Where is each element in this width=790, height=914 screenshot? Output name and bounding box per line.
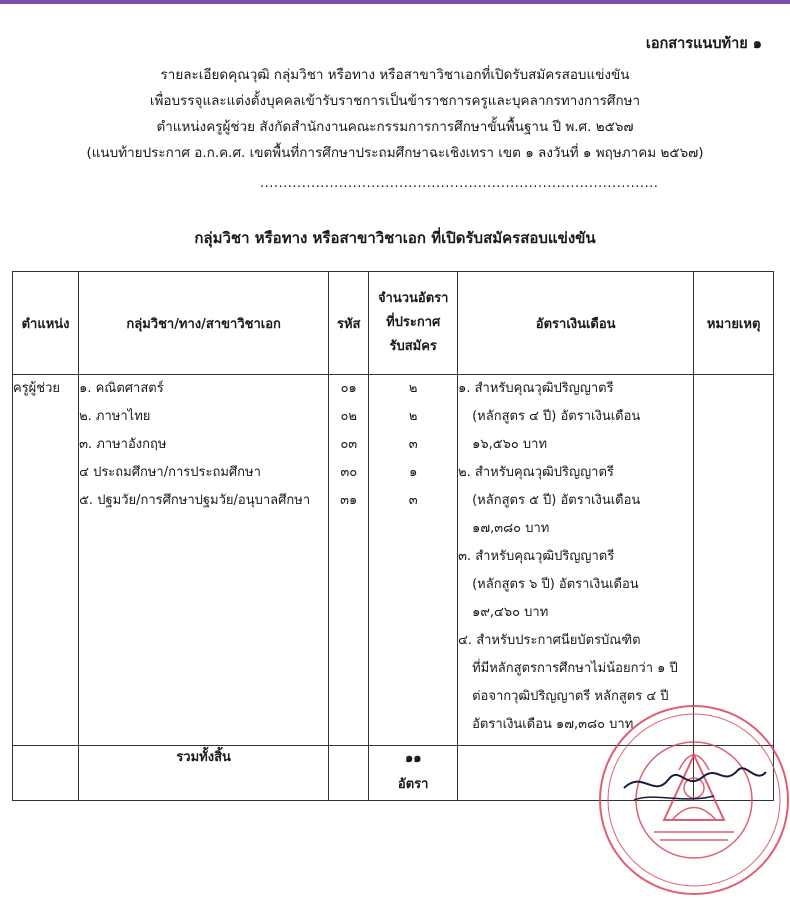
header-line: เพื่อบรรจุและแต่งตั้งบุคคลเข้ารับราชการเป็นข้าราชการครูและบุคลากรทางการศึกษา	[149, 93, 641, 109]
subject-cell	[79, 375, 329, 746]
total-count-cell	[369, 746, 458, 801]
subject-name: ๑. คณิตศาสตร์	[79, 381, 164, 396]
official-seal	[594, 700, 790, 900]
salary-line: (หลักสูตร ๖ ปี) อัตราเงินเดือน	[472, 577, 639, 592]
salary-line: อัตราเงินเดือน ๑๗,๓๘๐ บาท	[472, 717, 634, 732]
salary-line: ๑๖,๕๖๐ บาท	[472, 437, 548, 452]
salary-line: ๑๗,๓๘๐ บาท	[472, 521, 550, 536]
header-line: ตำแหน่งครูผู้ช่วย สังกัดสำนักงานคณะกรรมการการศึกษาขั้นพื้นฐาน ปี พ.ศ. ๒๕๖๗	[156, 119, 634, 135]
column-header-count-line: จำนวนอัตรา	[377, 291, 449, 306]
salary-line: ๒. สำหรับคุณวุฒิปริญญาตรี	[458, 465, 614, 480]
subject-count: ๒	[408, 409, 418, 424]
salary-line: ๑. สำหรับคุณวุฒิปริญญาตรี	[458, 381, 614, 396]
subject-count: ๓	[408, 493, 418, 508]
column-header-count-line: รับสมัคร	[389, 339, 437, 354]
salary-line: (หลักสูตร ๔ ปี) อัตราเงินเดือน	[472, 409, 641, 424]
position-name: ครูผู้ช่วย	[13, 381, 61, 396]
total-count-value: ๑๑	[404, 751, 422, 766]
table-row	[13, 375, 774, 746]
column-header-position: ตำแหน่ง	[13, 272, 79, 375]
subject-code: ๐๒	[340, 409, 357, 424]
table-header-row	[13, 272, 774, 375]
subject-code: ๐๓	[340, 437, 358, 452]
salary-line: ๔. สำหรับประกาศนียบัตรบัณฑิต	[458, 633, 641, 648]
document-header	[0, 62, 790, 166]
salary-line: ๑๙,๔๖๐ บาท	[472, 605, 549, 620]
note-cell	[694, 375, 774, 746]
subject-code: ๓๑	[340, 493, 358, 508]
subject-name: ๒. ภาษาไทย	[79, 409, 151, 424]
code-cell	[329, 375, 369, 746]
salary-line: ๓. สำหรับคุณวุฒิปริญญาตรี	[458, 549, 615, 564]
salary-cell	[458, 375, 694, 746]
subject-code: ๓๐	[340, 465, 358, 480]
total-count-unit: อัตรา	[397, 777, 429, 792]
header-line: รายละเอียดคุณวุฒิ กลุ่มวิชา หรือทาง หรือสาขาวิชาเอกที่เปิดรับสมัครสอบแข่งขัน	[160, 67, 630, 83]
dotted-separator: ......................................................................................	[260, 176, 659, 191]
column-header-count-line: ที่ประกาศ	[386, 315, 441, 330]
column-header-count	[369, 272, 458, 375]
salary-line: ที่มีหลักสูตรการศึกษาไม่น้อยกว่า ๑ ปี	[472, 661, 678, 676]
subject-name: ๓. ภาษาอังกฤษ	[79, 437, 167, 452]
column-header-note: หมายเหตุ	[694, 272, 774, 375]
total-empty-cell	[13, 746, 79, 801]
subject-count: ๓	[408, 437, 418, 452]
count-cell	[369, 375, 458, 746]
page-top-border	[0, 0, 790, 4]
column-header-subject: กลุ่มวิชา/ทาง/สาขาวิชาเอก	[79, 272, 329, 375]
total-empty-cell	[329, 746, 369, 801]
subject-name: ๕. ปฐมวัย/การศึกษาปฐมวัย/อนุบาลศึกษา	[79, 493, 311, 508]
column-header-code: รหัส	[329, 272, 369, 375]
position-cell	[13, 375, 79, 746]
subject-name: ๔ ประถมศึกษา/การประถมศึกษา	[79, 465, 261, 480]
subject-count: ๑	[409, 465, 418, 480]
header-line: (แนบท้ายประกาศ อ.ก.ค.ศ. เขตพื้นที่การศึกษาประถมศึกษาฉะเชิงเทรา เขต ๑ ลงวันที่ ๑ พฤษภาคม ๒๕๖๗)	[86, 145, 704, 161]
total-label: รวมทั้งสิ้น	[79, 746, 329, 801]
attachment-reference: เอกสารแนบท้าย ๑	[645, 36, 762, 52]
salary-line: ต่อจากวุฒิปริญญาตรี หลักสูตร ๔ ปี	[472, 689, 669, 704]
salary-line: (หลักสูตร ๕ ปี) อัตราเงินเดือน	[472, 493, 641, 508]
subject-code: ๐๑	[340, 381, 357, 396]
subject-count: ๒	[408, 381, 418, 396]
column-header-salary: อัตราเงินเดือน	[458, 272, 694, 375]
table-title: กลุ่มวิชา หรือทาง หรือสาขาวิชาเอก ที่เปิดรับสมัครสอบแข่งขัน	[194, 229, 596, 247]
